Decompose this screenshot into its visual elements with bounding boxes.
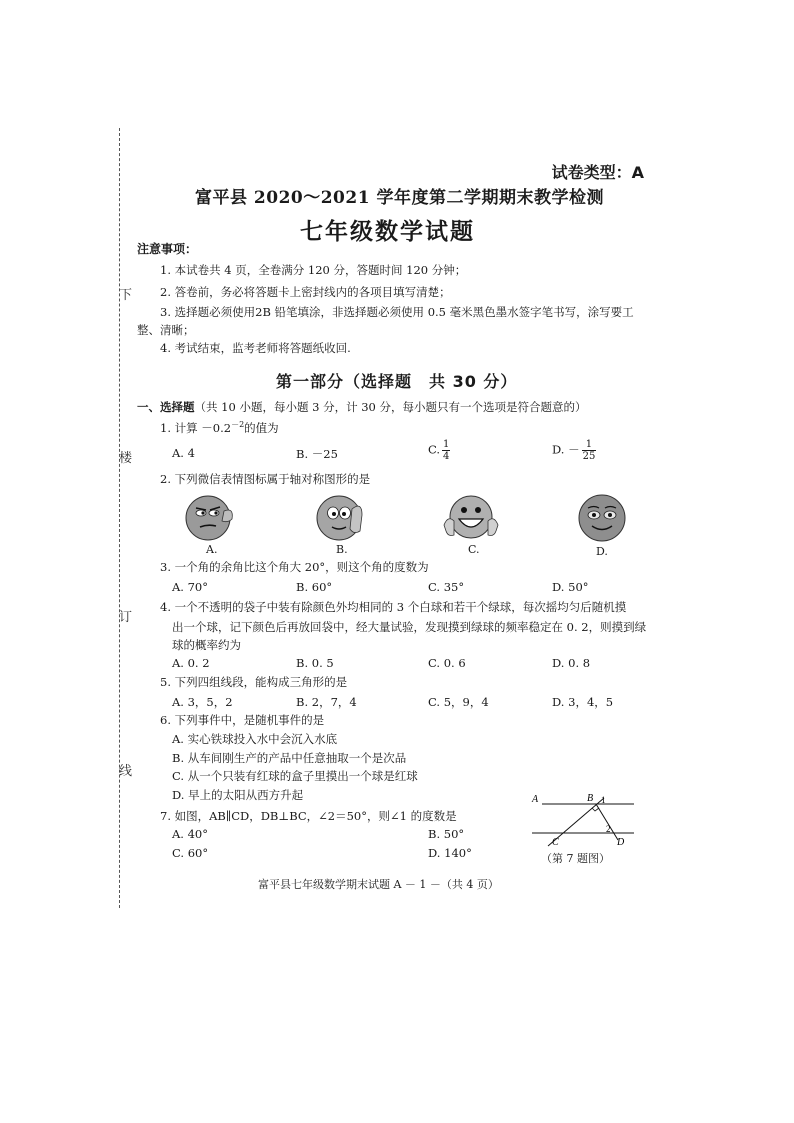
q5-option-b: B. 2，7，4 <box>296 695 357 709</box>
exponent: －2 <box>231 420 245 429</box>
question-2-stem: 2. 下列微信表情图标属于轴对称图形的是 <box>160 472 371 486</box>
denominator: 4 <box>443 451 450 462</box>
q1-option-a: A. 4 <box>172 446 195 460</box>
right-angle-mark <box>592 808 599 811</box>
section-heading <box>137 399 587 415</box>
q3-option-c: C. 35° <box>428 580 465 594</box>
section-label: 一、选择题 <box>137 400 195 414</box>
fraction <box>442 439 450 462</box>
label-b: B <box>587 793 594 804</box>
facepalm-emoji-icon <box>312 491 368 543</box>
q1-option-b: B. －25 <box>296 447 338 461</box>
question-1-stem <box>160 419 279 436</box>
fraction <box>582 439 597 462</box>
q6-option-b: B. 从车间刚生产的产品中任意抽取一个是次品 <box>172 751 407 765</box>
label-d: D <box>617 837 625 848</box>
margin-mark: 下 <box>119 288 133 303</box>
label-angle-2: 2 <box>606 824 611 834</box>
question-3-stem: 3. 一个角的余角比这个角大 20°，则这个角的度数为 <box>160 560 429 574</box>
q7-option-a: A. 40° <box>172 827 208 841</box>
part-title: 第一部分（选择题 共 30 分） <box>276 372 518 391</box>
q1-option-d <box>552 439 596 462</box>
line-bd <box>596 804 618 840</box>
margin-mark: 订 <box>119 610 133 625</box>
numerator: 1 <box>582 439 597 451</box>
question-text: 的值为 <box>244 420 279 435</box>
label-c: C <box>552 837 559 848</box>
q7-geometry-figure <box>528 790 640 850</box>
q6-option-a: A. 实心铁球投入水中会沉入水底 <box>172 732 338 746</box>
q7-option-c: C. 60° <box>172 846 209 860</box>
margin-mark: 线 <box>119 764 133 779</box>
q5-option-c: C. 5，9，4 <box>428 695 489 709</box>
note-item: 1. 本试卷共 4 页，全卷满分 120 分，答题时间 120 分钟； <box>160 263 467 277</box>
q4-option-c: C. 0. 6 <box>428 656 466 670</box>
question-6-stem: 6. 下列事件中，是随机事件的是 <box>160 713 325 727</box>
smile-emoji-icon <box>574 491 630 543</box>
note-item: 2. 答卷前，务必将答题卡上密封线内的各项目填写清楚； <box>160 285 451 299</box>
option-prefix: C. <box>428 442 441 457</box>
note-item: 4. 考试结束，监考老师将答题纸收回. <box>160 341 351 355</box>
exam-subtitle: 富平县 2020～2021 学年度第二学期期末教学检测 <box>195 188 604 208</box>
q7-option-d: D. 140° <box>428 846 472 860</box>
question-4-stem: 4. 一个不透明的袋子中装有除颜色外均相同的 3 个白球和若干个绿球，每次摇均匀后随机摸 <box>160 600 627 614</box>
q2-option-b: B. <box>336 543 348 556</box>
q4-option-b: B. 0. 5 <box>296 656 334 670</box>
question-text: 1. 计算 －0.2 <box>160 420 232 435</box>
denominator: 25 <box>582 451 596 462</box>
notes-heading: 注意事项： <box>137 242 198 256</box>
question-4-stem: 出一个球，记下颜色后再放回袋中，经大量试验，发现摸到绿球的频率稳定在 0. 2，则摸到绿 <box>172 620 647 634</box>
question-4-stem: 球的概率约为 <box>172 638 241 652</box>
option-prefix: D. － <box>552 442 580 457</box>
q2-option-c: C. <box>468 543 480 556</box>
question-7-stem: 7. 如图，AB∥CD，DB⊥BC，∠2＝50°，则∠1 的度数是 <box>160 809 457 823</box>
smirk-emoji-icon <box>182 491 238 543</box>
question-5-stem: 5. 下列四组线段，能构成三角形的是 <box>160 675 348 689</box>
q3-option-d: D. 50° <box>552 580 589 594</box>
label-angle-1: 1 <box>601 795 606 805</box>
q4-option-a: A. 0. 2 <box>172 656 210 670</box>
q2-option-d: D. <box>596 545 608 558</box>
q3-option-a: A. 70° <box>172 580 208 594</box>
q6-option-d: D. 早上的太阳从西方升起 <box>172 788 304 802</box>
section-desc: （共 10 小题，每小题 3 分，计 30 分，每小题只有一个选项是符合题意的） <box>194 400 587 414</box>
grin-emoji-icon <box>442 491 500 543</box>
page-footer: 富平县七年级数学期末试题 A － 1 －（共 4 页） <box>258 878 499 891</box>
q7-option-b: B. 50° <box>428 827 465 841</box>
note-item: 3. 选择题必须使用2B 铅笔填涂，非选择题必须使用 0.5 毫米黑色墨水签字笔书写，涂写要工 <box>160 305 634 319</box>
exam-title: 七年级数学试题 <box>300 219 475 245</box>
q5-option-d: D. 3，4，5 <box>552 695 614 709</box>
q4-option-d: D. 0. 8 <box>552 656 591 670</box>
numerator: 1 <box>443 439 450 450</box>
q5-option-a: A. 3，5，2 <box>172 695 233 709</box>
binding-line <box>119 128 121 908</box>
q3-option-b: B. 60° <box>296 580 333 594</box>
q1-option-c <box>428 439 450 462</box>
note-item: 整、清晰； <box>137 323 195 337</box>
figure-caption: （第 7 题图） <box>541 852 610 865</box>
q6-option-c: C. 从一个只装有红球的盒子里摸出一个球是红球 <box>172 769 418 783</box>
paper-type: 试卷类型：A <box>551 163 644 182</box>
label-a: A <box>532 794 539 805</box>
margin-mark: 楼 <box>119 451 133 466</box>
q2-option-a: A. <box>206 543 218 556</box>
